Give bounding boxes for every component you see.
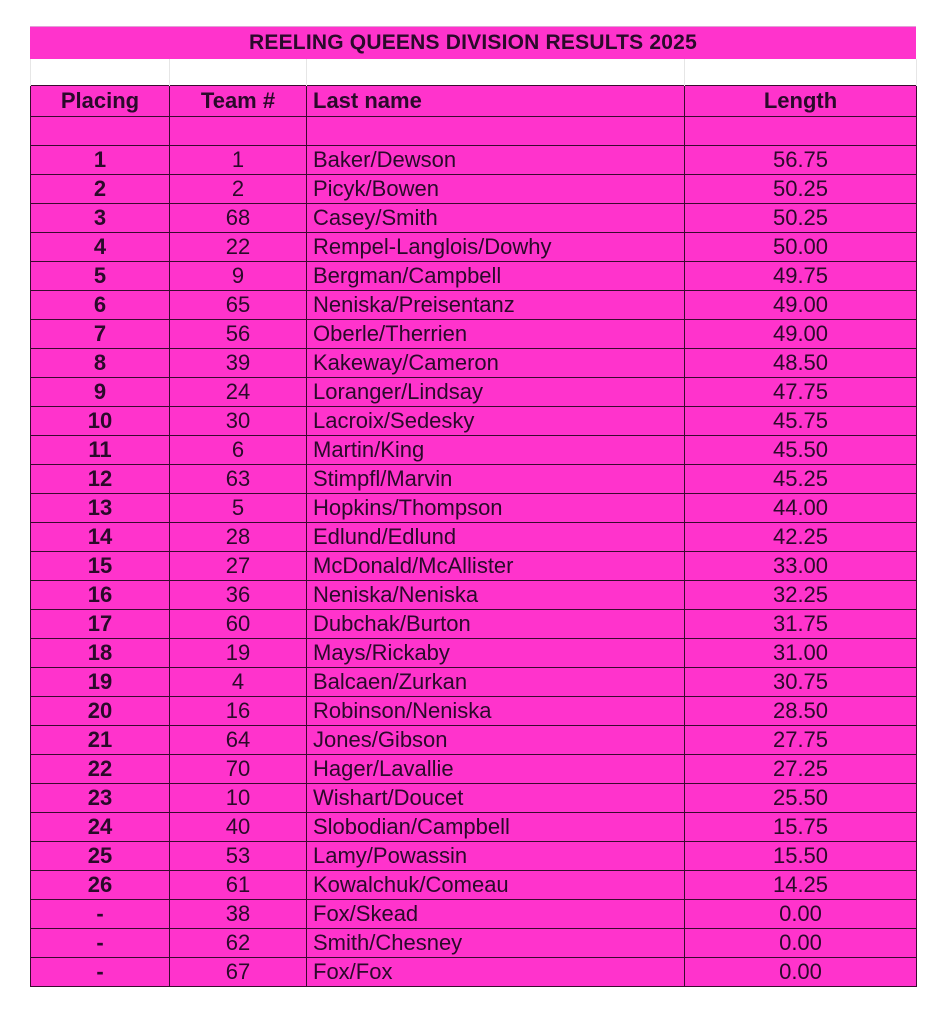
- length-cell: 49.00: [685, 320, 917, 349]
- team-number-cell: 30: [170, 407, 307, 436]
- team-number-cell: 9: [170, 262, 307, 291]
- team-number-cell: 4: [170, 668, 307, 697]
- length-cell: 33.00: [685, 552, 917, 581]
- blank-row-pink: [31, 117, 917, 146]
- table-row: [31, 436, 917, 465]
- blank-cell: [307, 59, 685, 86]
- table-row: [31, 581, 917, 610]
- header-team-number: Team #: [170, 86, 307, 117]
- placing-cell: 23: [31, 784, 170, 813]
- team-number-cell: 62: [170, 929, 307, 958]
- team-number-cell: 53: [170, 842, 307, 871]
- placing-cell: -: [31, 900, 170, 929]
- placing-cell: 17: [31, 610, 170, 639]
- table-row: [31, 697, 917, 726]
- table-row: [31, 610, 917, 639]
- blank-cell: [685, 117, 917, 146]
- last-name-cell: Fox/Skead: [307, 900, 685, 929]
- last-name-cell: Bergman/Campbell: [307, 262, 685, 291]
- blank-row-white: [31, 59, 917, 86]
- table-row: [31, 900, 917, 929]
- placing-cell: 24: [31, 813, 170, 842]
- results-table: [30, 59, 917, 987]
- table-row: [31, 958, 917, 987]
- team-number-cell: 16: [170, 697, 307, 726]
- team-number-cell: 68: [170, 204, 307, 233]
- length-cell: 31.75: [685, 610, 917, 639]
- placing-cell: 10: [31, 407, 170, 436]
- placing-cell: -: [31, 929, 170, 958]
- blank-cell: [31, 117, 170, 146]
- placing-cell: 3: [31, 204, 170, 233]
- team-number-cell: 19: [170, 639, 307, 668]
- table-row: [31, 465, 917, 494]
- length-cell: 50.25: [685, 204, 917, 233]
- length-cell: 0.00: [685, 929, 917, 958]
- last-name-cell: Smith/Chesney: [307, 929, 685, 958]
- table-row: [31, 842, 917, 871]
- team-number-cell: 5: [170, 494, 307, 523]
- table-row: [31, 929, 917, 958]
- last-name-cell: Casey/Smith: [307, 204, 685, 233]
- table-row: [31, 291, 917, 320]
- last-name-cell: Jones/Gibson: [307, 726, 685, 755]
- table-row: [31, 784, 917, 813]
- last-name-cell: Neniska/Neniska: [307, 581, 685, 610]
- team-number-cell: 56: [170, 320, 307, 349]
- last-name-cell: Robinson/Neniska: [307, 697, 685, 726]
- blank-cell: [170, 117, 307, 146]
- length-cell: 27.25: [685, 755, 917, 784]
- last-name-cell: Lamy/Powassin: [307, 842, 685, 871]
- placing-cell: 21: [31, 726, 170, 755]
- placing-cell: 11: [31, 436, 170, 465]
- team-number-cell: 24: [170, 378, 307, 407]
- blank-cell: [170, 59, 307, 86]
- length-cell: 48.50: [685, 349, 917, 378]
- last-name-cell: McDonald/McAllister: [307, 552, 685, 581]
- placing-cell: 20: [31, 697, 170, 726]
- placing-cell: 6: [31, 291, 170, 320]
- placing-cell: 16: [31, 581, 170, 610]
- table-row: [31, 407, 917, 436]
- length-cell: 15.50: [685, 842, 917, 871]
- length-cell: 45.75: [685, 407, 917, 436]
- last-name-cell: Hopkins/Thompson: [307, 494, 685, 523]
- length-cell: 0.00: [685, 958, 917, 987]
- last-name-cell: Slobodian/Campbell: [307, 813, 685, 842]
- header-last-name: Last name: [307, 86, 685, 117]
- placing-cell: -: [31, 958, 170, 987]
- team-number-cell: 27: [170, 552, 307, 581]
- placing-cell: 14: [31, 523, 170, 552]
- table-row: [31, 668, 917, 697]
- table-row: [31, 204, 917, 233]
- length-cell: 28.50: [685, 697, 917, 726]
- table-row: [31, 552, 917, 581]
- last-name-cell: Loranger/Lindsay: [307, 378, 685, 407]
- length-cell: 50.25: [685, 175, 917, 204]
- team-number-cell: 40: [170, 813, 307, 842]
- blank-cell: [685, 59, 917, 86]
- team-number-cell: 67: [170, 958, 307, 987]
- team-number-cell: 6: [170, 436, 307, 465]
- placing-cell: 8: [31, 349, 170, 378]
- last-name-cell: Oberle/Therrien: [307, 320, 685, 349]
- placing-cell: 4: [31, 233, 170, 262]
- last-name-cell: Baker/Dewson: [307, 146, 685, 175]
- placing-cell: 19: [31, 668, 170, 697]
- table-row: [31, 378, 917, 407]
- placing-cell: 26: [31, 871, 170, 900]
- team-number-cell: 65: [170, 291, 307, 320]
- table-row: [31, 813, 917, 842]
- last-name-cell: Martin/King: [307, 436, 685, 465]
- length-cell: 0.00: [685, 900, 917, 929]
- sheet-title: REELING QUEENS DIVISION RESULTS 2025: [30, 26, 916, 59]
- length-cell: 44.00: [685, 494, 917, 523]
- length-cell: 56.75: [685, 146, 917, 175]
- length-cell: 25.50: [685, 784, 917, 813]
- team-number-cell: 2: [170, 175, 307, 204]
- placing-cell: 22: [31, 755, 170, 784]
- last-name-cell: Lacroix/Sedesky: [307, 407, 685, 436]
- placing-cell: 9: [31, 378, 170, 407]
- placing-cell: 12: [31, 465, 170, 494]
- team-number-cell: 10: [170, 784, 307, 813]
- table-row: [31, 146, 917, 175]
- table-row: [31, 871, 917, 900]
- table-row: [31, 349, 917, 378]
- team-number-cell: 70: [170, 755, 307, 784]
- placing-cell: 15: [31, 552, 170, 581]
- team-number-cell: 28: [170, 523, 307, 552]
- header-row: [31, 86, 917, 117]
- last-name-cell: Fox/Fox: [307, 958, 685, 987]
- last-name-cell: Kowalchuk/Comeau: [307, 871, 685, 900]
- placing-cell: 7: [31, 320, 170, 349]
- length-cell: 45.25: [685, 465, 917, 494]
- last-name-cell: Dubchak/Burton: [307, 610, 685, 639]
- last-name-cell: Stimpfl/Marvin: [307, 465, 685, 494]
- header-placing: Placing: [31, 86, 170, 117]
- results-sheet: [30, 26, 916, 987]
- last-name-cell: Edlund/Edlund: [307, 523, 685, 552]
- team-number-cell: 60: [170, 610, 307, 639]
- length-cell: 49.75: [685, 262, 917, 291]
- table-row: [31, 523, 917, 552]
- last-name-cell: Mays/Rickaby: [307, 639, 685, 668]
- length-cell: 45.50: [685, 436, 917, 465]
- last-name-cell: Kakeway/Cameron: [307, 349, 685, 378]
- blank-cell: [31, 59, 170, 86]
- length-cell: 47.75: [685, 378, 917, 407]
- placing-cell: 13: [31, 494, 170, 523]
- placing-cell: 18: [31, 639, 170, 668]
- table-row: [31, 233, 917, 262]
- table-row: [31, 494, 917, 523]
- last-name-cell: Picyk/Bowen: [307, 175, 685, 204]
- placing-cell: 5: [31, 262, 170, 291]
- team-number-cell: 38: [170, 900, 307, 929]
- last-name-cell: Balcaen/Zurkan: [307, 668, 685, 697]
- length-cell: 42.25: [685, 523, 917, 552]
- placing-cell: 25: [31, 842, 170, 871]
- table-row: [31, 726, 917, 755]
- team-number-cell: 22: [170, 233, 307, 262]
- placing-cell: 1: [31, 146, 170, 175]
- table-row: [31, 262, 917, 291]
- team-number-cell: 1: [170, 146, 307, 175]
- length-cell: 27.75: [685, 726, 917, 755]
- table-row: [31, 175, 917, 204]
- table-row: [31, 755, 917, 784]
- length-cell: 31.00: [685, 639, 917, 668]
- team-number-cell: 63: [170, 465, 307, 494]
- team-number-cell: 36: [170, 581, 307, 610]
- length-cell: 30.75: [685, 668, 917, 697]
- last-name-cell: Wishart/Doucet: [307, 784, 685, 813]
- table-row: [31, 639, 917, 668]
- table-row: [31, 320, 917, 349]
- length-cell: 32.25: [685, 581, 917, 610]
- last-name-cell: Rempel-Langlois/Dowhy: [307, 233, 685, 262]
- team-number-cell: 64: [170, 726, 307, 755]
- length-cell: 49.00: [685, 291, 917, 320]
- length-cell: 14.25: [685, 871, 917, 900]
- team-number-cell: 39: [170, 349, 307, 378]
- length-cell: 50.00: [685, 233, 917, 262]
- placing-cell: 2: [31, 175, 170, 204]
- last-name-cell: Neniska/Preisentanz: [307, 291, 685, 320]
- blank-cell: [307, 117, 685, 146]
- header-length: Length: [685, 86, 917, 117]
- last-name-cell: Hager/Lavallie: [307, 755, 685, 784]
- team-number-cell: 61: [170, 871, 307, 900]
- length-cell: 15.75: [685, 813, 917, 842]
